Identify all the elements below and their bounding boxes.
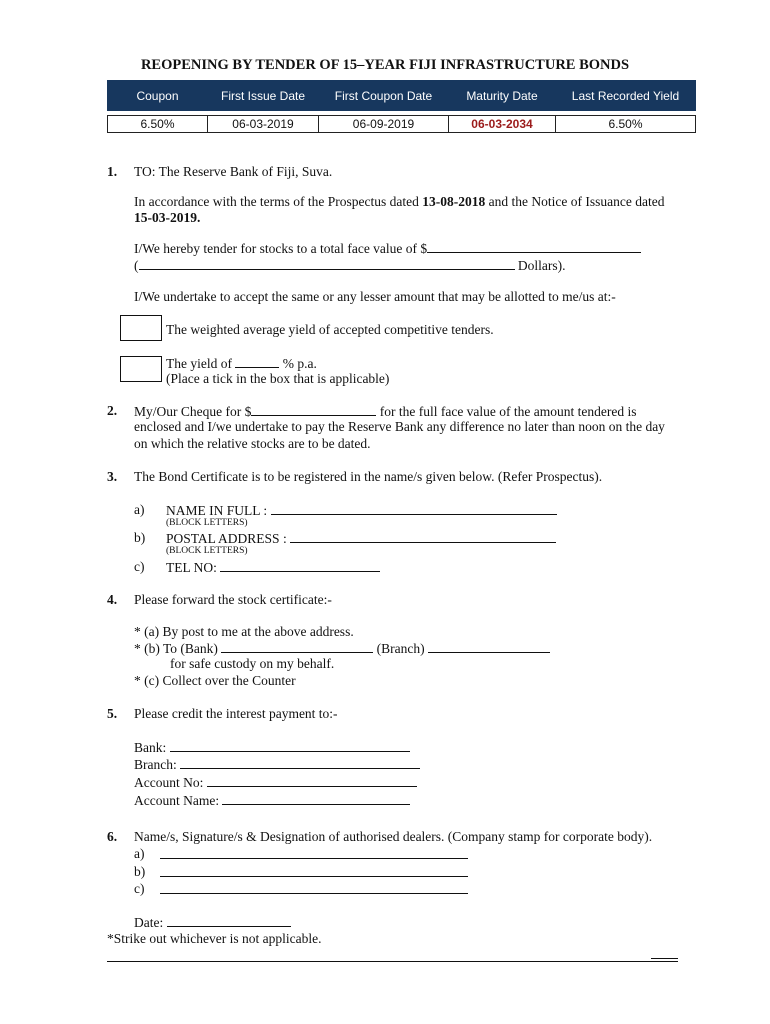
prospectus-line [134, 194, 664, 210]
option-post: * (a) By post to me at the above address. [134, 624, 354, 639]
form-title: REOPENING BY TENDER OF 15–YEAR FIJI INFRASTRUCTURE BONDS [140, 57, 630, 73]
bank-option-text: * (b) To (Bank) [134, 641, 222, 656]
account-no-field[interactable] [207, 774, 417, 787]
bottom-divider-mark [651, 958, 678, 959]
option-counter: * (c) Collect over the Counter [134, 673, 296, 688]
name-line [166, 502, 557, 519]
cheque-line-3: on which the relative stocks are to be dated. [134, 436, 371, 451]
section-6-number: 6. [107, 829, 118, 844]
registration-text: The Bond Certificate is to be registered in the name/s given below. (Refer Prospectus). [134, 469, 603, 484]
credit-text: Please credit the interest payment to:- [134, 706, 338, 721]
cheque-line [134, 403, 637, 420]
notice-date: 15-03-2019. [134, 210, 201, 225]
amount-in-words-field[interactable] [139, 257, 515, 270]
undertake-text: I/We undertake to accept the same or any lesser amount that may be allotted to me/us at:- [134, 289, 616, 304]
prospectus-text: In accordance with the terms of the Prospectus dated [134, 194, 423, 209]
account-name-field[interactable] [222, 792, 410, 805]
bottom-divider [107, 961, 678, 962]
section-5-number: 5. [107, 706, 118, 721]
header-first-coupon-date: First Coupon Date [319, 81, 449, 111]
checkbox-specific-yield[interactable] [120, 356, 162, 382]
section-3-number: 3. [107, 469, 118, 484]
addressee: TO: The Reserve Bank of Fiji, Suva. [134, 164, 333, 179]
cell-first-issue-date: 06-03-2019 [208, 116, 319, 133]
forward-text: Please forward the stock certificate:- [134, 592, 332, 607]
dealer-c-label: c) [134, 881, 145, 896]
postal-line [166, 530, 556, 547]
item-c-label: c) [134, 559, 145, 574]
cell-coupon: 6.50% [108, 116, 208, 133]
postal-address-field[interactable] [290, 530, 556, 543]
date-line [134, 914, 291, 931]
table-header-row [108, 81, 696, 111]
tel-field[interactable] [220, 559, 380, 572]
option-specific-yield [166, 355, 317, 372]
cell-last-recorded-yield: 6.50% [556, 116, 696, 133]
tender-text: I/We hereby tender for stocks to a total face value of $ [134, 241, 428, 256]
cheque-line-2: enclosed and I/we undertake to pay the Reserve Bank any difference no later than noon on the day [134, 419, 665, 434]
cell-maturity-date: 06-03-2034 [449, 116, 556, 133]
account-name-label: Account Name: [134, 793, 223, 808]
tender-line [134, 240, 641, 257]
branch-line [134, 756, 420, 773]
option-bank [134, 640, 550, 657]
yield-field[interactable] [235, 355, 279, 368]
paren-open: ( [134, 258, 139, 273]
section-1-number: 1. [107, 164, 118, 179]
yield-text: The yield of [166, 356, 236, 371]
yield-unit: % p.a. [279, 356, 317, 371]
dealer-a-field[interactable] [160, 846, 468, 859]
branch-field[interactable] [428, 640, 550, 653]
bank-label: Bank: [134, 740, 170, 755]
bank-line [134, 739, 410, 756]
block-letters-note-1: (BLOCK LETTERS) [166, 518, 248, 528]
tel-line [166, 559, 380, 576]
branch-option-text: (Branch) [373, 641, 429, 656]
header-first-issue-date: First Issue Date [208, 81, 319, 111]
postal-label: POSTAL ADDRESS : [166, 531, 291, 546]
tender-words-line [134, 257, 566, 274]
cheque-amount-field[interactable] [251, 403, 376, 416]
item-a-label: a) [134, 502, 145, 517]
notice-text: and the Notice of Issuance dated [485, 194, 665, 209]
account-no-label: Account No: [134, 775, 207, 790]
account-name-line [134, 792, 410, 809]
block-letters-note-2: (BLOCK LETTERS) [166, 546, 248, 556]
option-weighted-average: The weighted average yield of accepted competitive tenders. [166, 322, 494, 337]
credit-branch-field[interactable] [180, 756, 420, 769]
table-row [108, 116, 696, 133]
dealer-c-field[interactable] [160, 881, 468, 894]
dealer-b-line [160, 864, 468, 881]
checkbox-weighted-average[interactable] [120, 315, 162, 341]
dealer-c-line [160, 881, 468, 898]
name-in-full-field[interactable] [271, 502, 557, 515]
header-maturity-date: Maturity Date [449, 81, 556, 111]
prospectus-date: 13-08-2018 [422, 194, 486, 209]
tick-instruction: (Place a tick in the box that is applicable) [166, 371, 390, 386]
header-coupon: Coupon [108, 81, 208, 111]
date-label: Date: [134, 915, 167, 930]
cheque-text: My/Our Cheque for $ [134, 404, 252, 419]
bank-field[interactable] [221, 640, 373, 653]
dealer-a-label: a) [134, 846, 145, 861]
dealer-b-field[interactable] [160, 864, 468, 877]
branch-label: Branch: [134, 757, 181, 772]
footnote: *Strike out whichever is not applicable. [107, 931, 322, 946]
safe-custody-text: for safe custody on my behalf. [170, 656, 335, 671]
item-b-label: b) [134, 530, 146, 545]
bond-details-table [107, 80, 696, 133]
date-field[interactable] [167, 914, 291, 927]
dealers-text: Name/s, Signature/s & Designation of authorised dealers. (Company stamp for corporate body). [134, 829, 653, 844]
face-value-field[interactable] [427, 240, 641, 253]
section-2-number: 2. [107, 403, 118, 418]
name-label: NAME IN FULL : [166, 503, 271, 518]
cell-first-coupon-date: 06-09-2019 [319, 116, 449, 133]
dealer-a-line [160, 846, 468, 863]
tel-label: TEL NO: [166, 560, 221, 575]
section-4-number: 4. [107, 592, 118, 607]
account-no-line [134, 774, 417, 791]
credit-bank-field[interactable] [170, 739, 410, 752]
dealer-b-label: b) [134, 864, 146, 879]
header-last-recorded-yield: Last Recorded Yield [556, 81, 696, 111]
dollars-text: Dollars). [514, 258, 566, 273]
cheque-text-cont: for the full face value of the amount tendered is [376, 404, 637, 419]
